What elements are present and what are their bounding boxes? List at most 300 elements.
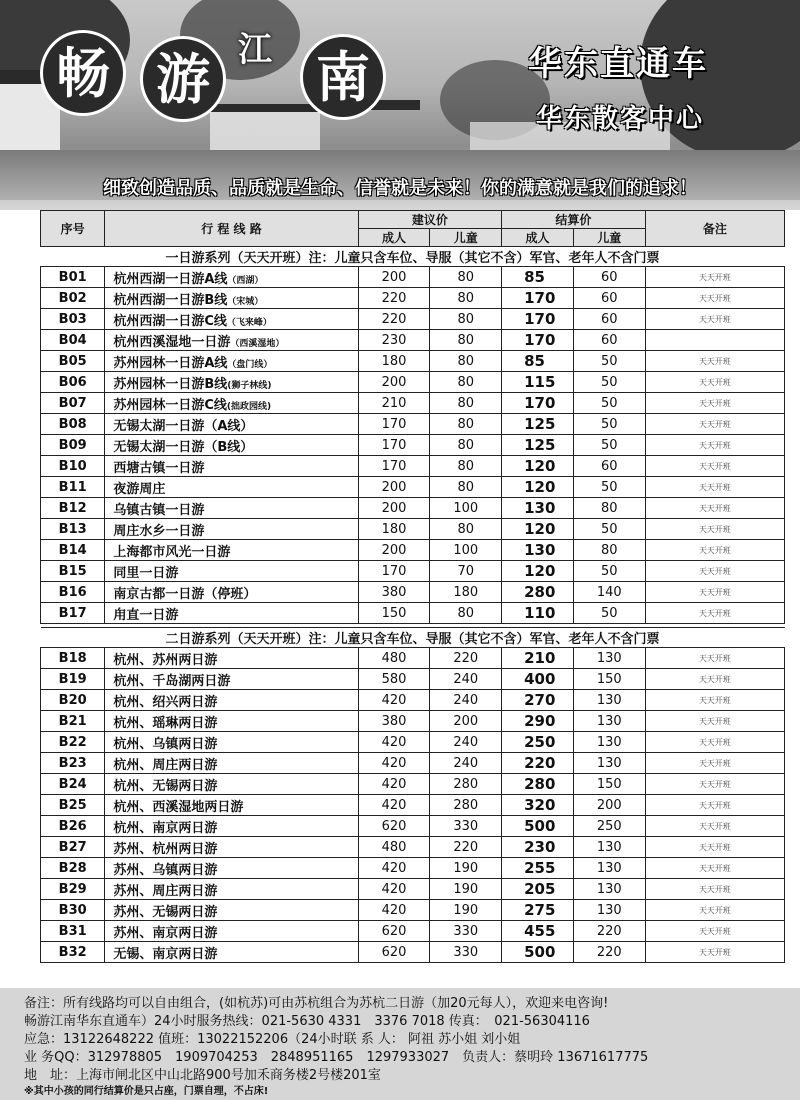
- row-note: 天天开班: [645, 711, 784, 732]
- row-suggested-child: 100: [430, 498, 502, 519]
- route-name: 西塘古镇一日游: [113, 460, 205, 476]
- row-settlement-child: 250: [573, 816, 645, 837]
- building-wall: [210, 110, 320, 150]
- table-row: [41, 540, 785, 561]
- header-suggested: 建议价: [358, 211, 502, 229]
- row-route: [105, 732, 358, 753]
- table-row: [41, 648, 785, 669]
- table-row: [41, 732, 785, 753]
- route-name: 周庄水乡一日游: [113, 523, 205, 539]
- row-id: B19: [41, 669, 105, 690]
- row-settlement-child: 140: [573, 582, 645, 603]
- price-table-wrapper: [40, 210, 785, 963]
- table-row: [41, 879, 785, 900]
- row-suggested-adult: 480: [358, 648, 430, 669]
- row-route: [105, 816, 358, 837]
- table-row: [41, 435, 785, 456]
- row-id: B25: [41, 795, 105, 816]
- route-name: 无锡、南京两日游: [113, 946, 218, 962]
- header-suggested-adult: 成人: [358, 229, 430, 247]
- row-id: B23: [41, 753, 105, 774]
- logo-char-1: 畅: [40, 30, 126, 116]
- row-suggested-adult: 230: [358, 330, 430, 351]
- row-route: [105, 921, 358, 942]
- row-settlement-adult: 250: [502, 732, 574, 753]
- route-name: 苏州、周庄两日游: [113, 883, 218, 899]
- row-note: 天天开班: [645, 690, 784, 711]
- row-settlement-child: 150: [573, 774, 645, 795]
- row-suggested-adult: 220: [358, 288, 430, 309]
- row-note: 天天开班: [645, 540, 784, 561]
- row-route: [105, 648, 358, 669]
- row-suggested-child: 80: [430, 330, 502, 351]
- row-route: [105, 603, 358, 624]
- row-suggested-adult: 380: [358, 582, 430, 603]
- row-settlement-adult: 130: [502, 498, 574, 519]
- route-subtitle: （飞来峰）: [226, 317, 272, 328]
- row-id: B24: [41, 774, 105, 795]
- row-suggested-child: 280: [430, 795, 502, 816]
- row-route: [105, 498, 358, 519]
- row-suggested-child: 280: [430, 774, 502, 795]
- route-name: 杭州、苏州两日游: [113, 652, 218, 668]
- building-roof: [205, 104, 325, 112]
- route-name: 无锡太湖一日游（B线）: [113, 439, 254, 455]
- row-settlement-adult: 400: [502, 669, 574, 690]
- row-note: 天天开班: [645, 288, 784, 309]
- row-settlement-adult: 120: [502, 561, 574, 582]
- row-route: [105, 879, 358, 900]
- row-suggested-child: 240: [430, 753, 502, 774]
- row-suggested-adult: 580: [358, 669, 430, 690]
- header-suggested-child: 儿童: [430, 229, 502, 247]
- row-suggested-child: 220: [430, 837, 502, 858]
- logo-char-4: 南: [300, 34, 386, 120]
- row-settlement-adult: 270: [502, 690, 574, 711]
- row-id: B05: [41, 351, 105, 372]
- row-suggested-child: 80: [430, 519, 502, 540]
- row-id: B02: [41, 288, 105, 309]
- row-id: B06: [41, 372, 105, 393]
- row-suggested-adult: 420: [358, 879, 430, 900]
- row-id: B15: [41, 561, 105, 582]
- route-subtitle: (拙政园线): [226, 401, 272, 412]
- route-name: 南京古都一日游（停班）: [113, 586, 257, 602]
- route-name: 苏州、杭州两日游: [113, 841, 218, 857]
- row-suggested-adult: 200: [358, 267, 430, 288]
- row-id: B14: [41, 540, 105, 561]
- row-settlement-child: 60: [573, 288, 645, 309]
- row-settlement-child: 220: [573, 921, 645, 942]
- row-settlement-child: 50: [573, 477, 645, 498]
- row-settlement-adult: 280: [502, 774, 574, 795]
- row-suggested-child: 190: [430, 900, 502, 921]
- row-note: [645, 330, 784, 351]
- row-suggested-child: 80: [430, 414, 502, 435]
- table-row: [41, 690, 785, 711]
- row-suggested-child: 190: [430, 858, 502, 879]
- row-note: 天天开班: [645, 393, 784, 414]
- route-name: 杭州、瑶琳两日游: [113, 715, 218, 731]
- row-suggested-child: 330: [430, 942, 502, 963]
- header-id: 序号: [41, 211, 105, 247]
- row-id: B01: [41, 267, 105, 288]
- row-suggested-child: 220: [430, 648, 502, 669]
- route-name: 甪直一日游: [113, 607, 179, 623]
- row-note: 天天开班: [645, 648, 784, 669]
- row-suggested-child: 180: [430, 582, 502, 603]
- row-note: 天天开班: [645, 942, 784, 963]
- row-id: B17: [41, 603, 105, 624]
- route-name: 同里一日游: [113, 565, 179, 581]
- row-suggested-child: 80: [430, 456, 502, 477]
- row-settlement-child: 220: [573, 942, 645, 963]
- row-suggested-adult: 480: [358, 837, 430, 858]
- row-settlement-child: 50: [573, 393, 645, 414]
- route-name: 杭州、无锡两日游: [113, 778, 218, 794]
- section1-title: 一日游系列（天天开班）注：儿童只含车位、导服（其它不含）军官、老年人不含门票: [41, 247, 785, 267]
- row-route: [105, 795, 358, 816]
- footer-emergency: 应急：13122648222 值班：13022152206（24小时联 系 人： 阿祖 苏小姐 刘小姐: [24, 1032, 521, 1047]
- header-settlement: 结算价: [502, 211, 646, 229]
- row-note: 天天开班: [645, 669, 784, 690]
- row-settlement-child: 80: [573, 540, 645, 561]
- row-suggested-adult: 180: [358, 351, 430, 372]
- row-settlement-adult: 120: [502, 456, 574, 477]
- row-suggested-child: 80: [430, 477, 502, 498]
- route-name: 苏州园林一日游A线: [113, 355, 228, 371]
- row-suggested-child: 80: [430, 351, 502, 372]
- row-suggested-adult: 200: [358, 498, 430, 519]
- row-settlement-adult: 230: [502, 837, 574, 858]
- row-settlement-adult: 500: [502, 816, 574, 837]
- row-id: B20: [41, 690, 105, 711]
- row-route: [105, 309, 358, 330]
- row-route: [105, 288, 358, 309]
- row-id: B27: [41, 837, 105, 858]
- row-note: 天天开班: [645, 309, 784, 330]
- row-id: B11: [41, 477, 105, 498]
- row-note: 天天开班: [645, 879, 784, 900]
- row-id: B26: [41, 816, 105, 837]
- row-note: 天天开班: [645, 267, 784, 288]
- route-subtitle: （西溪湿地）: [230, 338, 285, 349]
- table-row: [41, 837, 785, 858]
- row-settlement-adult: 205: [502, 879, 574, 900]
- route-name: 苏州、无锡两日游: [113, 904, 218, 920]
- section2-title: 二日游系列（天天开班）注：儿童只含车位、导服（其它不含）军官、老年人不含门票: [41, 628, 785, 648]
- route-name: 乌镇古镇一日游: [113, 502, 205, 518]
- row-note: 天天开班: [645, 372, 784, 393]
- row-suggested-adult: 420: [358, 753, 430, 774]
- row-route: [105, 858, 358, 879]
- row-id: B10: [41, 456, 105, 477]
- row-settlement-adult: 255: [502, 858, 574, 879]
- row-suggested-adult: 620: [358, 942, 430, 963]
- row-suggested-adult: 420: [358, 732, 430, 753]
- row-route: [105, 351, 358, 372]
- row-settlement-adult: 110: [502, 603, 574, 624]
- row-suggested-child: 80: [430, 603, 502, 624]
- row-route: [105, 477, 358, 498]
- row-note: 天天开班: [645, 732, 784, 753]
- row-route: [105, 774, 358, 795]
- route-name: 杭州、乌镇两日游: [113, 736, 218, 752]
- section1-body: [41, 247, 785, 624]
- route-name: 杭州、绍兴两日游: [113, 694, 218, 710]
- section2-body: [41, 628, 785, 963]
- row-suggested-adult: 620: [358, 921, 430, 942]
- row-settlement-adult: 220: [502, 753, 574, 774]
- row-route: [105, 267, 358, 288]
- row-note: 天天开班: [645, 456, 784, 477]
- header-note: 备注: [645, 211, 784, 247]
- row-route: [105, 393, 358, 414]
- row-suggested-child: 80: [430, 372, 502, 393]
- table-row: [41, 711, 785, 732]
- row-settlement-adult: 170: [502, 393, 574, 414]
- table-row: [41, 288, 785, 309]
- row-route: [105, 582, 358, 603]
- row-id: B08: [41, 414, 105, 435]
- row-settlement-child: 130: [573, 648, 645, 669]
- row-note: 天天开班: [645, 858, 784, 879]
- row-route: [105, 435, 358, 456]
- table-row: [41, 309, 785, 330]
- row-id: B04: [41, 330, 105, 351]
- row-settlement-child: 130: [573, 879, 645, 900]
- row-id: B28: [41, 858, 105, 879]
- footer-child-note: ※其中小孩的同行结算价是只占座，门票自理，不占床!: [24, 1086, 269, 1097]
- route-name: 杭州、周庄两日游: [113, 757, 218, 773]
- table-row: [41, 774, 785, 795]
- row-id: B12: [41, 498, 105, 519]
- table-row: [41, 561, 785, 582]
- route-name: 无锡太湖一日游（A线）: [113, 418, 254, 434]
- row-id: B30: [41, 900, 105, 921]
- row-id: B22: [41, 732, 105, 753]
- row-suggested-adult: 620: [358, 816, 430, 837]
- row-suggested-adult: 420: [358, 900, 430, 921]
- row-suggested-adult: 380: [358, 711, 430, 732]
- row-note: 天天开班: [645, 753, 784, 774]
- row-route: [105, 561, 358, 582]
- row-settlement-adult: 455: [502, 921, 574, 942]
- route-name: 杭州、南京两日游: [113, 820, 218, 836]
- row-id: B29: [41, 879, 105, 900]
- row-id: B07: [41, 393, 105, 414]
- route-name: 上海都市风光一日游: [113, 544, 231, 560]
- row-note: 天天开班: [645, 498, 784, 519]
- row-settlement-child: 60: [573, 330, 645, 351]
- route-name: 杭州西溪湿地一日游: [113, 334, 231, 350]
- row-note: 天天开班: [645, 603, 784, 624]
- header-settlement-adult: 成人: [502, 229, 574, 247]
- row-suggested-adult: 200: [358, 540, 430, 561]
- row-suggested-child: 70: [430, 561, 502, 582]
- table-row: [41, 456, 785, 477]
- route-name: 苏州、乌镇两日游: [113, 862, 218, 878]
- table-row: [41, 498, 785, 519]
- row-suggested-child: 240: [430, 669, 502, 690]
- row-note: 天天开班: [645, 477, 784, 498]
- footer-qq: 业 务QQ：312978805 1909704253 2848951165 1297933027 负责人：蔡明玲 13671617775: [24, 1050, 649, 1065]
- row-settlement-child: 50: [573, 561, 645, 582]
- table-row: [41, 372, 785, 393]
- table-row: [41, 330, 785, 351]
- row-suggested-child: 240: [430, 690, 502, 711]
- row-settlement-child: 150: [573, 669, 645, 690]
- footer-hotline: 畅游江南华东直通车）24小时服务热线：021-5630 4331 3376 7018 传真： 021-56304116: [24, 1014, 590, 1029]
- row-settlement-adult: 85: [502, 351, 574, 372]
- table-row: [41, 519, 785, 540]
- footer: [0, 988, 800, 1100]
- row-settlement-child: 50: [573, 372, 645, 393]
- header-route: 行 程 线 路: [105, 211, 358, 247]
- row-suggested-child: 240: [430, 732, 502, 753]
- route-name: 夜游周庄: [113, 481, 166, 497]
- row-settlement-child: 80: [573, 498, 645, 519]
- row-id: B09: [41, 435, 105, 456]
- row-settlement-child: 60: [573, 267, 645, 288]
- row-route: [105, 900, 358, 921]
- row-route: [105, 669, 358, 690]
- row-settlement-adult: 120: [502, 519, 574, 540]
- row-settlement-adult: 130: [502, 540, 574, 561]
- row-route: [105, 519, 358, 540]
- row-settlement-child: 50: [573, 603, 645, 624]
- row-settlement-child: 50: [573, 519, 645, 540]
- row-suggested-adult: 170: [358, 561, 430, 582]
- table-row: [41, 921, 785, 942]
- table-row: [41, 900, 785, 921]
- row-route: [105, 942, 358, 963]
- row-settlement-adult: 125: [502, 414, 574, 435]
- table-row: [41, 414, 785, 435]
- row-route: [105, 753, 358, 774]
- row-settlement-child: 200: [573, 795, 645, 816]
- row-settlement-child: 130: [573, 837, 645, 858]
- row-id: B03: [41, 309, 105, 330]
- row-settlement-child: 130: [573, 732, 645, 753]
- table-row: [41, 603, 785, 624]
- footer-note: 备注：所有线路均可以自由组合，(如杭苏)可由苏杭组合为苏杭二日游（加20元每人），欢迎来电咨询!: [24, 996, 609, 1011]
- row-settlement-child: 50: [573, 414, 645, 435]
- row-settlement-adult: 170: [502, 288, 574, 309]
- row-route: [105, 837, 358, 858]
- row-note: 天天开班: [645, 414, 784, 435]
- row-settlement-adult: 120: [502, 477, 574, 498]
- table-row: [41, 669, 785, 690]
- row-id: B13: [41, 519, 105, 540]
- row-suggested-adult: 170: [358, 414, 430, 435]
- row-settlement-adult: 125: [502, 435, 574, 456]
- row-suggested-adult: 200: [358, 372, 430, 393]
- title-main: 华东直通车: [528, 44, 708, 84]
- table-row: [41, 582, 785, 603]
- route-name: 杭州西湖一日游C线: [113, 313, 227, 329]
- row-suggested-child: 80: [430, 393, 502, 414]
- row-note: 天天开班: [645, 351, 784, 372]
- row-settlement-child: 130: [573, 753, 645, 774]
- row-suggested-child: 100: [430, 540, 502, 561]
- row-settlement-adult: 170: [502, 330, 574, 351]
- price-table: [40, 210, 785, 963]
- row-suggested-adult: 220: [358, 309, 430, 330]
- row-settlement-adult: 115: [502, 372, 574, 393]
- row-settlement-adult: 290: [502, 711, 574, 732]
- row-suggested-child: 80: [430, 435, 502, 456]
- route-name: 杭州、西溪湿地两日游: [113, 799, 244, 815]
- header-banner: [0, 0, 800, 210]
- row-suggested-child: 190: [430, 879, 502, 900]
- row-settlement-adult: 210: [502, 648, 574, 669]
- row-settlement-adult: 500: [502, 942, 574, 963]
- title-sub: 华东散客中心: [536, 104, 705, 134]
- row-note: 天天开班: [645, 921, 784, 942]
- row-suggested-adult: 200: [358, 477, 430, 498]
- row-suggested-child: 200: [430, 711, 502, 732]
- row-note: 天天开班: [645, 774, 784, 795]
- header-settlement-child: 儿童: [573, 229, 645, 247]
- row-route: [105, 456, 358, 477]
- row-id: B18: [41, 648, 105, 669]
- row-id: B21: [41, 711, 105, 732]
- row-suggested-adult: 420: [358, 690, 430, 711]
- route-subtitle: （盘门线）: [227, 359, 273, 370]
- row-suggested-child: 80: [430, 309, 502, 330]
- row-route: [105, 330, 358, 351]
- row-note: 天天开班: [645, 561, 784, 582]
- row-route: [105, 690, 358, 711]
- row-suggested-child: 80: [430, 267, 502, 288]
- table-row: [41, 858, 785, 879]
- row-settlement-adult: 275: [502, 900, 574, 921]
- row-settlement-child: 60: [573, 456, 645, 477]
- table-row: [41, 267, 785, 288]
- row-suggested-child: 330: [430, 921, 502, 942]
- row-settlement-child: 60: [573, 309, 645, 330]
- row-settlement-child: 130: [573, 711, 645, 732]
- logo-char-2: 游: [140, 36, 226, 122]
- row-route: [105, 414, 358, 435]
- row-suggested-adult: 420: [358, 858, 430, 879]
- row-suggested-adult: 420: [358, 795, 430, 816]
- route-subtitle: （宋城）: [227, 296, 264, 307]
- row-suggested-child: 330: [430, 816, 502, 837]
- row-settlement-adult: 320: [502, 795, 574, 816]
- table-row: [41, 393, 785, 414]
- row-route: [105, 540, 358, 561]
- row-id: B31: [41, 921, 105, 942]
- row-suggested-adult: 420: [358, 774, 430, 795]
- row-suggested-adult: 170: [358, 456, 430, 477]
- route-name: 杭州西湖一日游A线: [113, 271, 228, 287]
- row-settlement-adult: 280: [502, 582, 574, 603]
- row-settlement-child: 130: [573, 690, 645, 711]
- route-subtitle: （西湖）: [227, 275, 264, 286]
- row-suggested-adult: 170: [358, 435, 430, 456]
- table-row: [41, 351, 785, 372]
- row-route: [105, 372, 358, 393]
- row-settlement-adult: 170: [502, 309, 574, 330]
- row-settlement-child: 130: [573, 858, 645, 879]
- table-row: [41, 942, 785, 963]
- row-note: 天天开班: [645, 582, 784, 603]
- footer-address: 地 址：上海市闸北区中山北路900号加禾商务楼2号楼201室: [24, 1068, 381, 1083]
- row-note: 天天开班: [645, 435, 784, 456]
- row-suggested-child: 80: [430, 288, 502, 309]
